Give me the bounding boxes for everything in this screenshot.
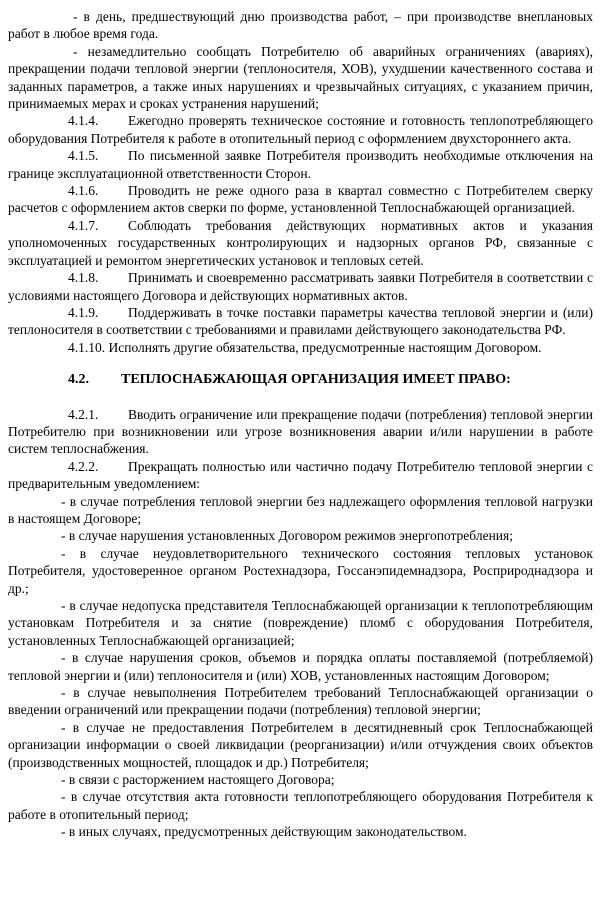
clause-4-1-4 <box>8 112 593 147</box>
clause-4-2-1 <box>8 406 593 458</box>
list-item: - в случае нарушения установленных Договором режимов энергопотребления; <box>61 528 513 544</box>
clause-number: 4.1.5. <box>68 148 99 164</box>
clause-text: Соблюдать требования действующих нормативных актов и указания уполномоченных государственных контролирующих и надзорных органов РФ, связанные с эксплуатацией и ремонтом энергетических установок и тепловых сетей. <box>8 217 593 268</box>
list-item: - в случае нарушения сроков, объемов и порядка оплаты поставляемой (потребляемой) тепловой энергии и (или) теплоносителя и (или) ХОВ, установленных настоящим Договором; <box>8 650 593 683</box>
list-item: - в случае потребления тепловой энергии без надлежащего оформления тепловой нагрузки в настоящем Договоре; <box>8 493 593 526</box>
clause-number: 4.1.8. <box>68 270 99 286</box>
section-heading <box>8 371 593 388</box>
list-item: - в случае не предоставления Потребителем в десятидневный срок Теплоснабжающей организации информации о своей ликвидации (реорганизации) и/или отчуждения своих объектов (производственных мощностей, площадок и др.) Потребителя; <box>8 719 593 770</box>
clause-number: 4.2.2. <box>68 458 99 474</box>
list-item: - в случае невыполнения Потребителем требований Теплоснабжающей организации о введении ограничений или прекращении подачи (потребления) тепловой энергии; <box>8 685 593 718</box>
list-item: - в случае неудовлетворительного технического состояния тепловых установок Потребителя, удостоверенное органом Ростехнадзора, Госсанэпидемнадзора, Росприроднадзора и др.; <box>8 545 593 596</box>
clause-number: 4.1.7. <box>68 217 99 233</box>
paragraph-schedule-note: - в день, предшествующий дню производства работ, – при производстве внеплановых работ в любое время года. <box>8 9 593 42</box>
section-title: ТЕПЛОСНАБЖАЮЩАЯ ОРГАНИЗАЦИЯ ИМЕЕТ ПРАВО: <box>121 372 511 388</box>
clause-number: 4.2.1. <box>68 406 99 422</box>
list-item: - в связи с расторжением настоящего Договора; <box>61 772 335 788</box>
clause-4-1-8 <box>8 269 593 304</box>
clause-4-2-2 <box>8 458 593 493</box>
clause-number: 4.1.6. <box>68 183 99 199</box>
clause-text: Вводить ограничение или прекращение подачи (потребления) тепловой энергии Потребителю при возникновении или угрозе возникновения аварии и/или нарушении в работе систем теплоснабжения. <box>8 406 593 457</box>
clause-text: Поддерживать в точке поставки параметры качества тепловой энергии и (или) теплоносителя в соответствии с требованиями и правилами действующего законодательства РФ. <box>8 304 593 338</box>
clause-4-1-9 <box>8 304 593 339</box>
clause-4-1-5 <box>8 147 593 182</box>
list-item: - в иных случаях, предусмотренных действующим законодательством. <box>61 824 467 840</box>
clause-text: Проводить не реже одного раза в квартал совместно с Потребителем сверку расчетов с оформлением актов сверки по форме, установленной Теплоснабжающей организацией. <box>8 183 593 216</box>
clause-text: Ежегодно проверять техническое состояние и готовность теплопотребляющего оборудования Потребителя к работе в отопительный период с оформлением двухстороннего акта. <box>8 113 593 146</box>
section-number: 4.2. <box>68 372 89 388</box>
clause-text: Принимать и своевременно рассматривать заявки Потребителя в соответствии с условиями настоящего Договора и действующих нормативных актов. <box>8 270 593 303</box>
clause-text: По письменной заявке Потребителя производить необходимые отключения на границе эксплуатационной ответственности Сторон. <box>8 148 593 181</box>
clause-number: 4.1.9. <box>68 304 99 320</box>
clause-text: Прекращать полностью или частично подачу Потребителю тепловой энергии с предварительным уведомлением: <box>8 458 593 492</box>
clause-4-1-6 <box>8 182 593 217</box>
clause-4-1-10: 4.1.10. Исполнять другие обязательства, предусмотренные настоящим Договором. <box>68 339 542 355</box>
clause-number: 4.1.4. <box>68 113 99 129</box>
list-item: - в случае отсутствия акта готовности теплопотребляющего оборудования Потребителя к работе в отопительный период; <box>8 789 593 822</box>
paragraph-emergency-notice: - незамедлительно сообщать Потребителю об аварийных ограничениях (авариях), прекращении подачи тепловой энергии (теплоносителя, ХОВ), ухудшении качественного состава и заданных параметров, а также иных нарушениях и чрезвычайных ситуациях, с указанием причин, принимаемых мерах и сроках устранения нарушений; <box>8 43 593 112</box>
clause-4-1-7 <box>8 217 593 269</box>
list-item: - в случае недопуска представителя Теплоснабжающей организации к теплопотребляющим установкам Потребителя и за снятие (повреждение) пломб с оборудования Потребителя, установленных Теплоснабжающей организацией; <box>8 598 593 648</box>
